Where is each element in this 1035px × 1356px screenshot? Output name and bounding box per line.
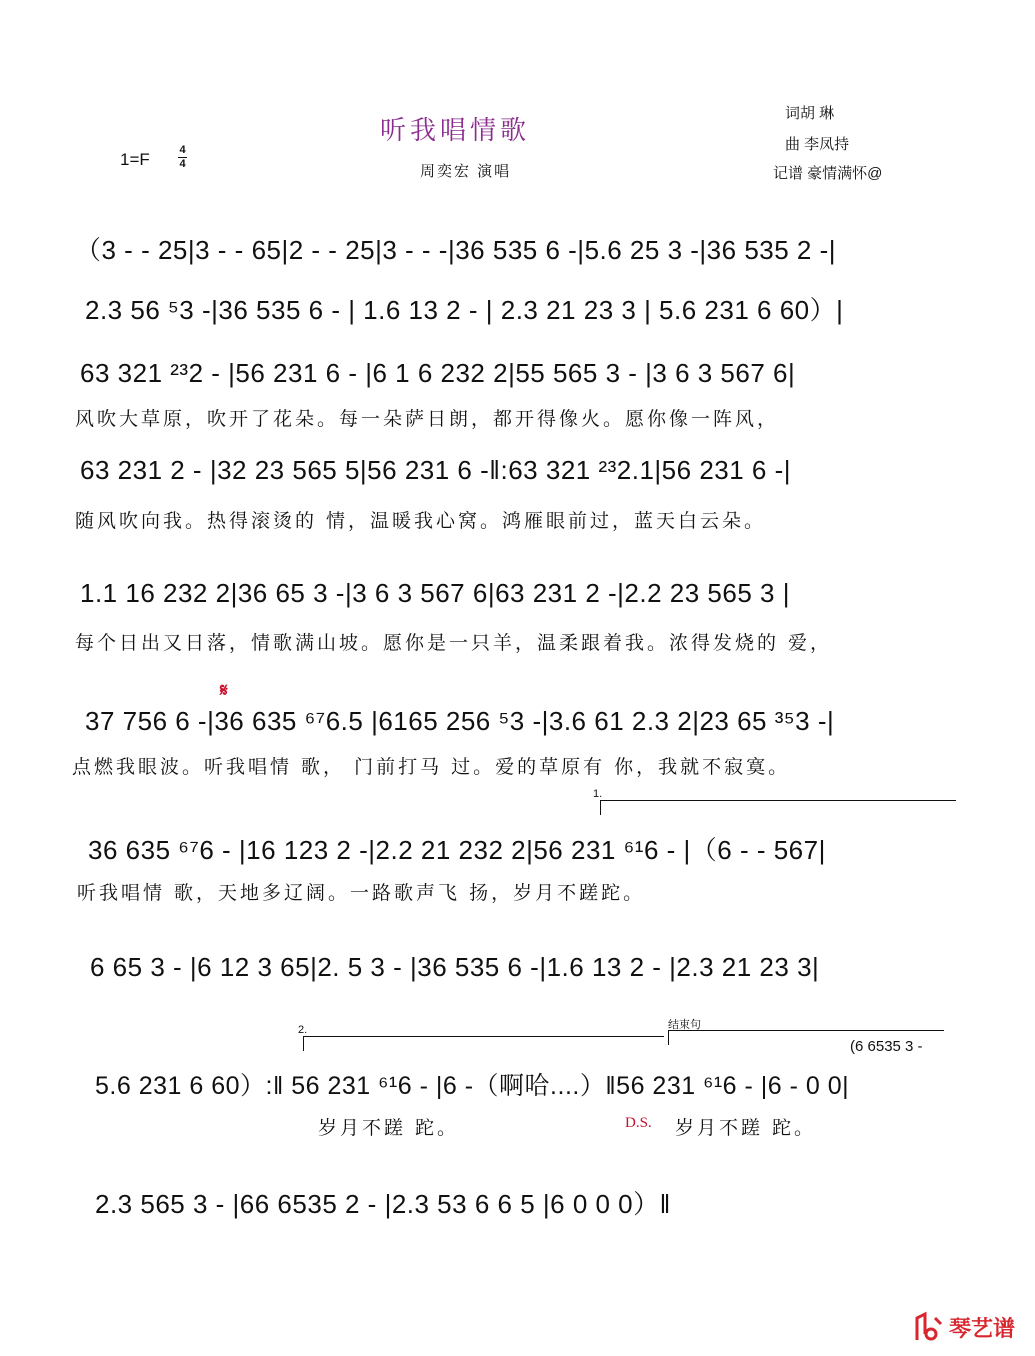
score-line-3: 63 321 ²³2 - |56 231 6 - |6 1 6 232 2|55 565 3 - |3 6 3 567 6| — [80, 358, 796, 388]
score-line-2: 2.3 56 ⁵3 -|36 535 6 - | 1.6 13 2 - | 2.3 21 23 3 | 5.6 231 6 60）| — [85, 295, 844, 325]
lyric-line-6: 点燃我眼波。听我唱情 歌， 门前打马 过。爱的草原有 你，我就不寂寞。 — [72, 756, 791, 778]
transcriber-credit: 记谱 豪情满怀@ — [773, 165, 883, 182]
volta-1-label: 1. — [593, 788, 603, 800]
score-line-4: 63 231 2 - |32 23 565 5|56 231 6 -‖:63 321 ²³2.1|56 231 6 -| — [80, 455, 792, 485]
volta-2-label: 2. — [298, 1024, 308, 1036]
score-line-1: （3 - - 25|3 - - 65|2 - - 25|3 - - -|36 535 6 -|5.6 25 3 -|36 535 2 -| — [75, 235, 837, 265]
lyric-line-4: 随风吹向我。热得滚烫的 情，温暖我心窝。鸿雁眼前过，蓝天白云朵。 — [75, 510, 767, 532]
dal-segno-marker: D.S. — [625, 1115, 652, 1131]
score-line-7: 36 635 ⁶⁷6 - |16 123 2 -|2.2 21 232 2|56 231 ⁶¹6 - |（6 - - 567| — [88, 835, 826, 865]
score-line-10: 2.3 565 3 - |66 6535 2 - |2.3 53 6 6 5 |6 0 0 0）‖ — [95, 1189, 671, 1219]
lyric-line-7: 听我唱情 歌，天地多辽阔。一路歌声飞 扬，岁月不蹉跎。 — [77, 882, 646, 904]
lyric-line-3: 风吹大草原，吹开了花朵。每一朵萨日朗，都开得像火。愿你像一阵风， — [75, 408, 780, 430]
lyric-line-9b: 岁月不蹉 跎。 — [675, 1117, 817, 1139]
watermark-brand: 琴艺谱 — [948, 1315, 1015, 1341]
ending-note: (6 6535 3 - — [850, 1038, 923, 1055]
music-note-icon — [911, 1310, 945, 1344]
time-signature-top: 4 — [179, 144, 186, 156]
watermark-logo — [911, 1310, 1015, 1344]
volta-2-bracket — [303, 1036, 664, 1051]
score-line-6: 37 756 6 -|36 635 ⁶⁷6.5 |6165 256 ⁵3 -|3.6 61 2.3 2|23 65 ³⁵3 -| — [85, 706, 835, 736]
time-signature — [178, 145, 187, 170]
song-title: 听我唱情歌 — [380, 115, 531, 145]
lyric-line-5: 每个日出又日落，情歌满山坡。愿你是一只羊，温柔跟着我。浓得发烧的 爱， — [75, 632, 833, 654]
key-signature: 1=F — [120, 150, 150, 169]
lyric-line-9a: 岁月不蹉 跎。 — [318, 1117, 460, 1139]
segno-sign: 𝄋 — [220, 680, 228, 700]
score-line-8: 6 65 3 - |6 12 3 65|2. 5 3 - |36 535 6 -|1.6 13 2 - |2.3 21 23 3| — [90, 952, 820, 982]
time-signature-bottom: 4 — [179, 158, 186, 170]
lyricist-credit: 词胡 琳 — [785, 105, 835, 122]
score-line-5: 1.1 16 232 2|36 65 3 -|3 6 3 567 6|63 231 2 -|2.2 23 565 3 | — [80, 578, 790, 608]
volta-1-bracket — [600, 800, 956, 815]
singer-credit: 周奕宏 演唱 — [420, 163, 512, 180]
composer-credit: 曲 李凤持 — [785, 136, 850, 153]
score-line-9: 5.6 231 6 60）:‖ 56 231 ⁶¹6 - |6 -（啊哈....）‖56 231 ⁶¹6 - |6 - 0 0| — [95, 1072, 850, 1100]
ending-label: 结束句 — [668, 1019, 701, 1031]
